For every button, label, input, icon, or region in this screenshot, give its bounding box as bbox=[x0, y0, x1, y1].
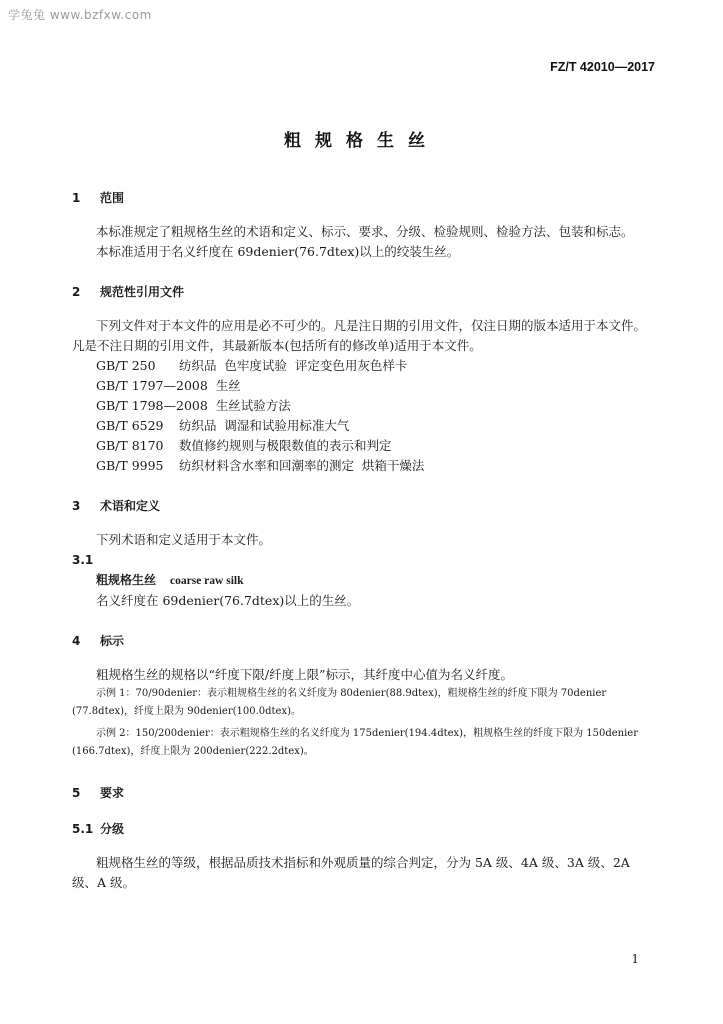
document-title: 粗规格生丝 bbox=[284, 131, 439, 151]
reference-item bbox=[72, 396, 656, 416]
term-chinese: 粗规格生丝 bbox=[96, 573, 157, 587]
reference-title: 纺织品 调湿和试验用标准大气 bbox=[178, 418, 350, 433]
reference-item bbox=[72, 436, 656, 456]
reference-item bbox=[72, 456, 656, 476]
section-number: 5 bbox=[72, 786, 81, 800]
section-title: 范围 bbox=[100, 191, 125, 205]
section-title: 标示 bbox=[100, 634, 125, 648]
reference-item bbox=[72, 416, 656, 436]
paragraph: 下列术语和定义适用于本文件。 bbox=[96, 532, 272, 547]
paragraph: 本标准适用于名义纤度在 69denier(76.7dtex)以上的绞装生丝。 bbox=[96, 244, 460, 259]
reference-code: GB/T 8170 bbox=[96, 438, 164, 453]
section-3-heading bbox=[72, 496, 656, 516]
page-number: 1 bbox=[631, 952, 639, 966]
paragraph: 粗规格生丝的规格以“纤度下限/纤度上限”标示，其纤度中心值为名义纤度。 bbox=[96, 667, 513, 682]
standard-number: FZ/T 42010—2017 bbox=[550, 60, 655, 74]
section-number: 4 bbox=[72, 634, 81, 648]
paragraph: 下列文件对于本文件的应用是必不可少的。凡是注日期的引用文件，仅注日期的版本适用于本文件。凡是不注日期的引用文件，其最新版本(包括所有的修改单)适用于本文件。 bbox=[72, 318, 647, 353]
reference-title: 纺织材料含水率和回潮率的测定 烘箱干燥法 bbox=[178, 458, 425, 473]
section-1-heading bbox=[72, 188, 656, 208]
subsection-number: 5.1 bbox=[72, 822, 94, 836]
reference-code: GB/T 250 bbox=[96, 358, 156, 373]
reference-code: GB/T 1797—2008 bbox=[96, 378, 208, 393]
section-number: 3 bbox=[72, 499, 81, 513]
section-5-heading bbox=[72, 783, 656, 803]
subsection-5-1-heading bbox=[72, 819, 656, 839]
reference-title: 数值修约规则与极限数值的表示和判定 bbox=[178, 438, 392, 453]
section-title: 规范性引用文件 bbox=[100, 285, 185, 299]
document-body bbox=[72, 188, 656, 893]
reference-item bbox=[72, 376, 656, 396]
reference-code: GB/T 6529 bbox=[96, 418, 164, 433]
reference-item bbox=[72, 356, 656, 376]
term-english: coarse raw silk bbox=[170, 575, 244, 587]
section-number: 2 bbox=[72, 285, 81, 299]
term-definition: 名义纤度在 69denier(76.7dtex)以上的生丝。 bbox=[96, 593, 360, 608]
reference-code: GB/T 1798—2008 bbox=[96, 398, 208, 413]
example-1: 示例 1：70/90denier：表示粗规格生丝的名义纤度为 80denier(88.9dtex)，粗规格生丝的纤度下限为 70denier (77.8dtex)，纤度上限为 90denier(100.0dtex)。 bbox=[72, 688, 607, 717]
section-2-heading bbox=[72, 282, 656, 302]
section-title: 术语和定义 bbox=[100, 499, 161, 513]
reference-title: 生丝试验方法 bbox=[215, 398, 291, 413]
section-number: 1 bbox=[72, 191, 81, 205]
section-title: 要求 bbox=[100, 786, 125, 800]
reference-code: GB/T 9995 bbox=[96, 458, 164, 473]
paragraph: 本标准规定了粗规格生丝的术语和定义、标示、要求、分级、检验规则、检验方法、包装和标志。 bbox=[96, 224, 634, 239]
section-4-heading bbox=[72, 631, 656, 651]
reference-title: 纺织品 色牢度试验 评定变色用灰色样卡 bbox=[178, 358, 408, 373]
term-number: 3.1 bbox=[72, 553, 94, 567]
paragraph: 粗规格生丝的等级，根据品质技术指标和外观质量的综合判定，分为 5A 级、4A 级、3A 级、2A 级、A 级。 bbox=[72, 855, 630, 890]
watermark: 学兔兔 www.bzfxw.com bbox=[8, 8, 152, 22]
reference-title: 生丝 bbox=[215, 378, 241, 393]
subsection-title: 分级 bbox=[100, 822, 125, 836]
example-2: 示例 2：150/200denier：表示粗规格生丝的名义纤度为 175denier(194.4dtex)，粗规格生丝的纤度下限为 150denier (166.7dtex)，纤度上限为 200denier(222.2dtex)。 bbox=[72, 728, 638, 757]
term-entry bbox=[72, 570, 656, 591]
